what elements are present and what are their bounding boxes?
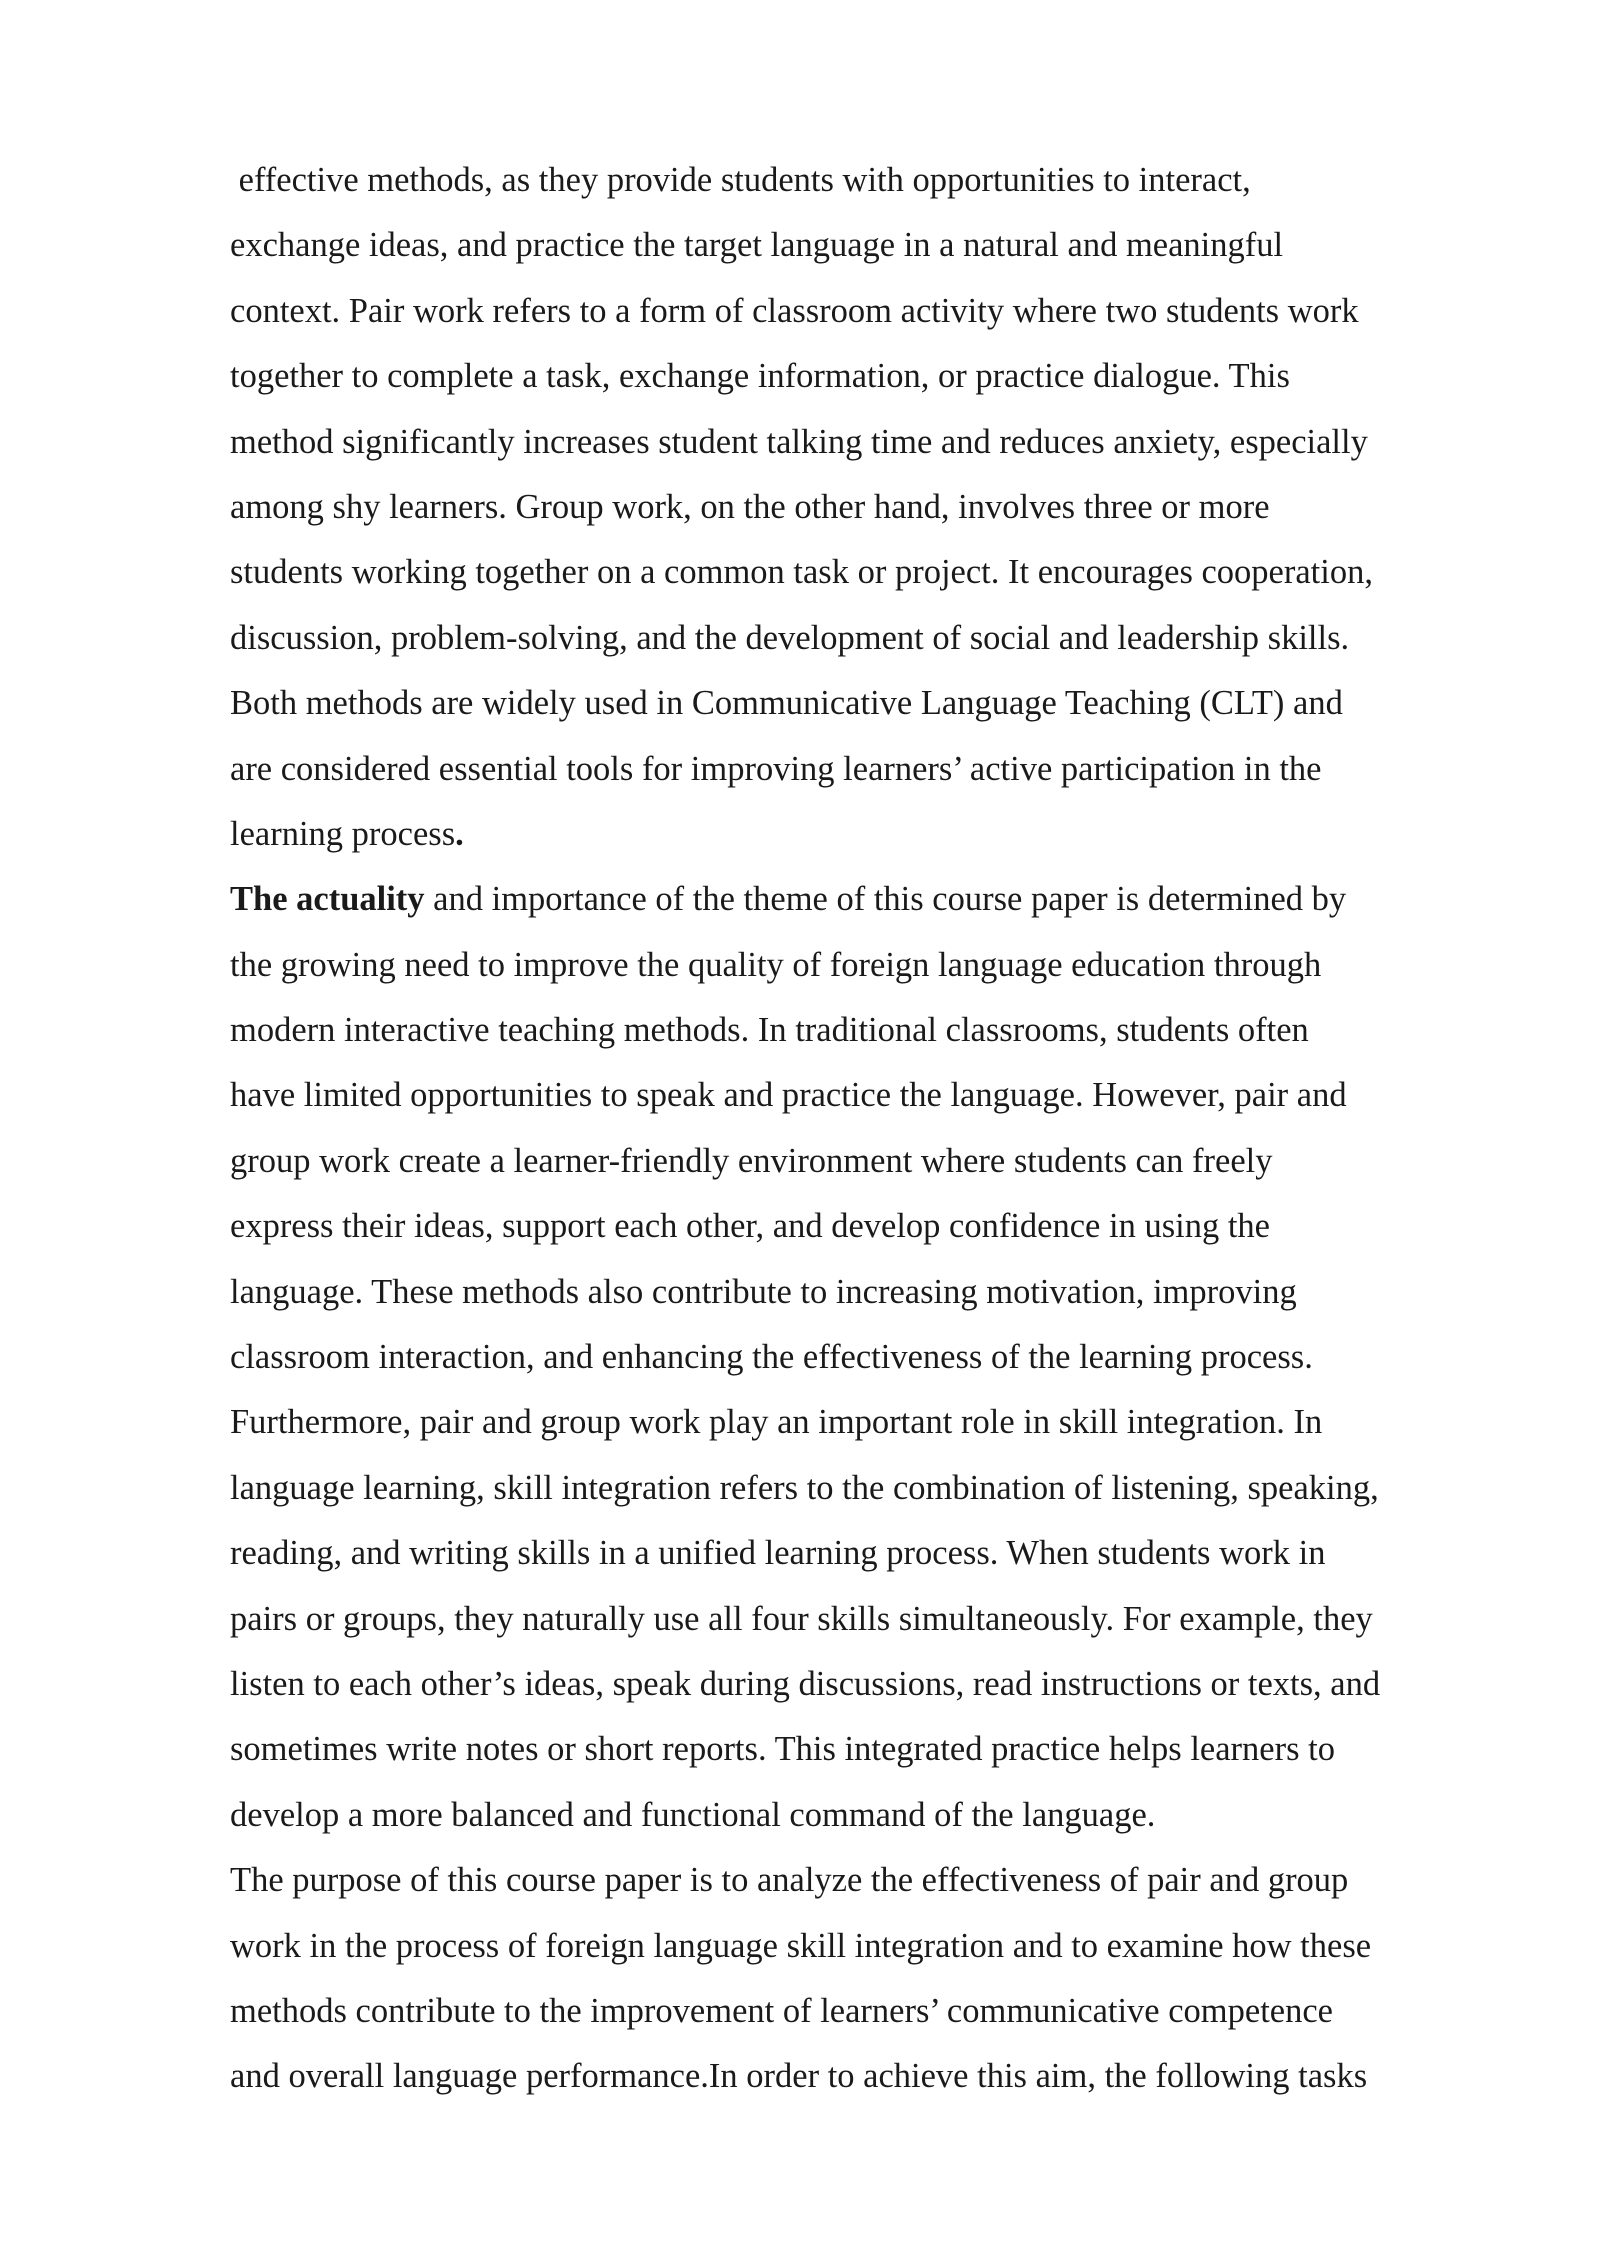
text-line: methods contribute to the improvement of learners’ communicative competence — [230, 1991, 1333, 2030]
bold-period: . — [455, 814, 464, 853]
text-line: context. Pair work refers to a form of classroom activity where two students work — [230, 291, 1359, 330]
text-line: together to complete a task, exchange information, or practice dialogue. This — [230, 357, 1290, 396]
text-line — [230, 867, 1530, 932]
text-line: modern interactive teaching methods. In traditional classrooms, students often — [230, 1011, 1309, 1050]
text-line: are considered essential tools for improving learners’ active participation in the — [230, 749, 1322, 788]
text-line: group work create a learner-friendly environment where students can freely — [230, 1141, 1273, 1180]
text-span: learning process — [230, 814, 456, 853]
text-span: and importance of the theme of this course paper is determined by — [424, 880, 1347, 919]
text-line: effective methods, as they provide students with opportunities to interact, — [230, 161, 1251, 199]
paragraph — [230, 1848, 1530, 2110]
text-line: discussion, problem-solving, and the development of social and leadership skills. — [230, 618, 1350, 657]
text-line: listen to each other’s ideas, speak during discussions, read instructions or texts, and — [230, 1664, 1381, 1703]
text-line: reading, and writing skills in a unified learning process. When students work in — [230, 1534, 1326, 1573]
text-line: have limited opportunities to speak and practice the language. However, pair and — [230, 1076, 1347, 1115]
text-line: pairs or groups, they naturally use all four skills simultaneously. For example, they — [230, 1599, 1373, 1638]
text-line — [230, 802, 1530, 867]
paragraph — [230, 148, 1530, 867]
text-line: language learning, skill integration refers to the combination of listening, speaking, — [230, 1468, 1379, 1507]
text-line: sometimes write notes or short reports. This integrated practice helps learners to — [230, 1730, 1335, 1769]
body-text — [230, 148, 1530, 2110]
text-line: develop a more balanced and functional command of the language. — [230, 1795, 1156, 1834]
bold-heading-phrase: The actuality — [230, 880, 425, 919]
text-line: classroom interaction, and enhancing the effectiveness of the learning process. — [230, 1338, 1313, 1377]
paragraph — [230, 867, 1530, 1848]
text-line: and overall language performance.In order to achieve this aim, the following tasks — [230, 2057, 1368, 2096]
text-line: Both methods are widely used in Communicative Language Teaching (CLT) and — [230, 684, 1343, 723]
text-line: Furthermore, pair and group work play an important role in skill integration. In — [230, 1403, 1323, 1442]
text-line: express their ideas, support each other, and develop confidence in using the — [230, 1207, 1270, 1246]
text-line: work in the process of foreign language skill integration and to examine how these — [230, 1926, 1372, 1965]
text-line: language. These methods also contribute to increasing motivation, improving — [230, 1272, 1297, 1311]
text-line: among shy learners. Group work, on the other hand, involves three or more — [230, 487, 1270, 526]
text-line: method significantly increases student talking time and reduces anxiety, especially — [230, 422, 1368, 461]
text-line: exchange ideas, and practice the target language in a natural and meaningful — [230, 226, 1284, 265]
text-line: the growing need to improve the quality of foreign language education through — [230, 945, 1322, 984]
text-line: The purpose of this course paper is to analyze the effectiveness of pair and group — [230, 1861, 1349, 1900]
text-line: students working together on a common task or project. It encourages cooperation, — [230, 553, 1373, 592]
